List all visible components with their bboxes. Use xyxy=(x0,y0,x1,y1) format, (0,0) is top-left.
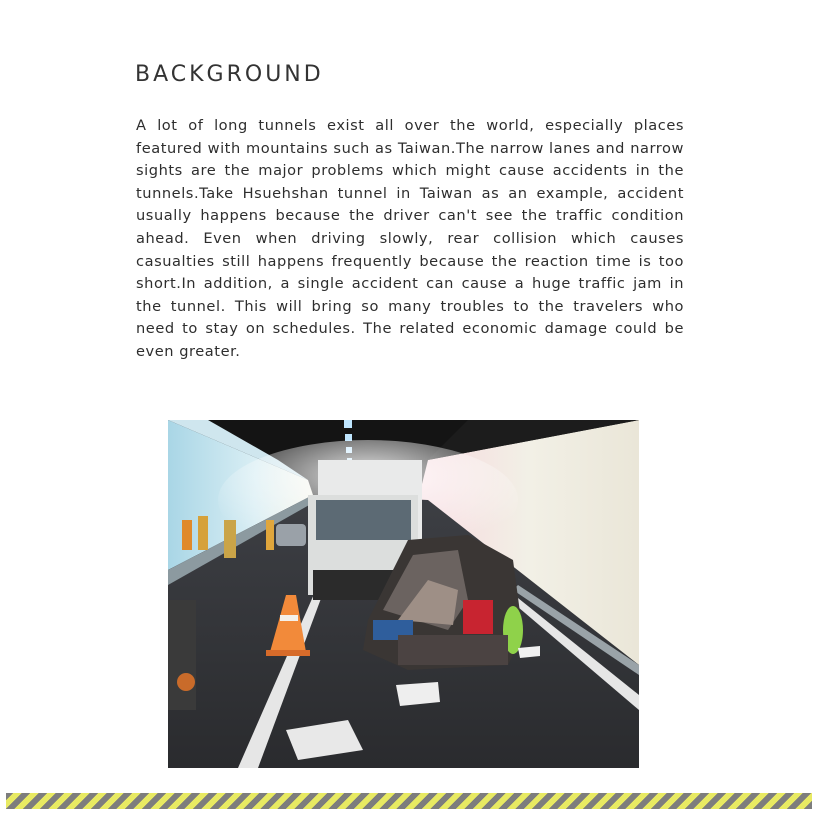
hazard-stripe-divider xyxy=(6,793,812,809)
tunnel-accident-photo xyxy=(168,420,639,768)
section-heading: BACKGROUND xyxy=(135,62,324,87)
background-paragraph: A lot of long tunnels exist all over the world, especially places featured with mountains such as Taiwan.The narrow lanes and narrow sights are the major problems which might cause accidents in the tunnels.Take Hsuehshan tunnel in Taiwan as an example, accident usually happens because the driver can't see the traffic condition ahead. Even when driving slowly, rear collision which causes casualties still happens frequently because the reaction time is too short.In addition, a single accident can cause a huge traffic jam in the tunnel. This will bring so many troubles to the travelers who need to stay on schedules. The related economic damage could be even greater. xyxy=(136,117,684,360)
